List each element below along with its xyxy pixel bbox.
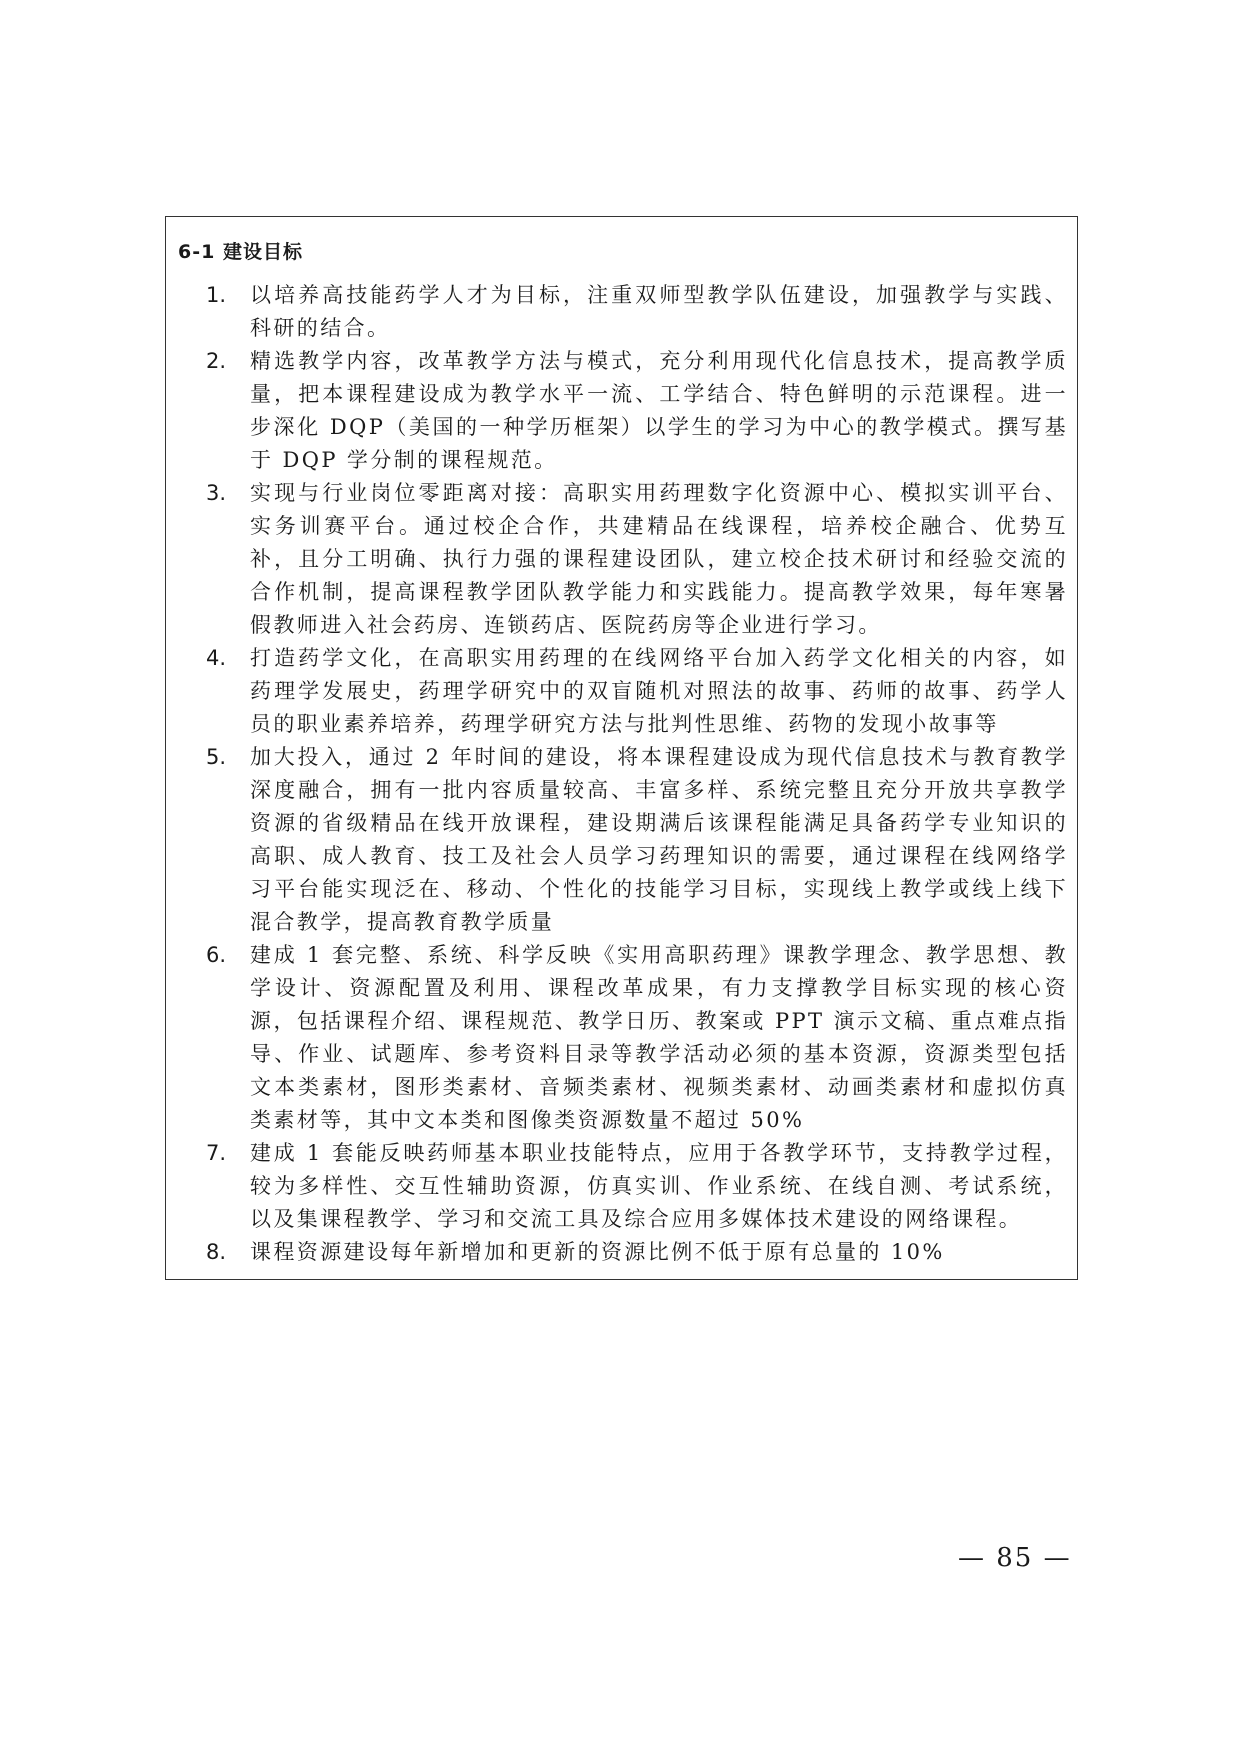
item-number: 7. <box>206 1141 227 1165</box>
item-text: 建成 1 套能反映药师基本职业技能特点，应用于各教学环节，支持教学过程，较为多样性、交互性辅助资源，仿真实训、作业系统、在线自测、考试系统，以及集课程教学、学习和交流工具及综合应用多媒体技术建设的网络课程。 <box>250 1141 1068 1231</box>
list-item <box>206 1137 1068 1236</box>
item-number: 5. <box>206 745 227 769</box>
list-item <box>206 279 1068 345</box>
item-text: 打造药学文化，在高职实用药理的在线网络平台加入药学文化相关的内容，如药理学发展史，药理学研究中的双盲随机对照法的故事、药师的故事、药学人员的职业素养培养，药理学研究方法与批判性思维、药物的发现小故事等 <box>250 646 1068 736</box>
item-text: 精选教学内容，改革教学方法与模式，充分利用现代化信息技术，提高教学质量，把本课程建设成为教学水平一流、工学结合、特色鲜明的示范课程。进一步深化 DQP（美国的一种学历框架）以学生的学习为中心的教学模式。撰写基于 DQP 学分制的课程规范。 <box>250 349 1068 472</box>
item-text: 以培养高技能药学人才为目标，注重双师型教学队伍建设，加强教学与实践、科研的结合。 <box>250 283 1068 340</box>
list-item <box>206 1236 1068 1269</box>
item-number: 4. <box>206 646 227 670</box>
item-number: 3. <box>206 481 227 505</box>
item-number: 6. <box>206 943 227 967</box>
goal-list <box>206 279 1068 1269</box>
list-item <box>206 642 1068 741</box>
item-number: 2. <box>206 349 227 373</box>
item-text: 加大投入，通过 2 年时间的建设，将本课程建设成为现代信息技术与教育教学深度融合，拥有一批内容质量较高、丰富多样、系统完整且充分开放共享教学资源的省级精品在线开放课程，建设期满后该课程能满足具备药学专业知识的高职、成人教育、技工及社会人员学习药理知识的需要，通过课程在线网络学习平台能实现泛在、移动、个性化的技能学习目标，实现线上教学或线上线下混合教学，提高教育教学质量 <box>250 745 1068 934</box>
page-number: — 85 — <box>958 1543 1072 1573</box>
list-item <box>206 939 1068 1137</box>
item-number: 8. <box>206 1240 227 1264</box>
item-text: 建成 1 套完整、系统、科学反映《实用高职药理》课教学理念、教学思想、教学设计、资源配置及利用、课程改革成果，有力支撑教学目标实现的核心资源，包括课程介绍、课程规范、教学日历、教案或 PPT 演示文稿、重点难点指导、作业、试题库、参考资料目录等教学活动必须的基本资源，资源类型包括文本类素材，图形类素材、音频类素材、视频类素材、动画类素材和虚拟仿真类素材等，其中文本类和图像类资源数量不超过 50% <box>250 943 1068 1132</box>
content-box <box>165 216 1078 1280</box>
list-item <box>206 477 1068 642</box>
list-item <box>206 741 1068 939</box>
section-heading: 6-1 建设目标 <box>178 241 303 263</box>
item-text: 实现与行业岗位零距离对接：高职实用药理数字化资源中心、模拟实训平台、实务训赛平台。通过校企合作，共建精品在线课程，培养校企融合、优势互补，且分工明确、执行力强的课程建设团队，建立校企技术研讨和经验交流的合作机制，提高课程教学团队教学能力和实践能力。提高教学效果，每年寒暑假教师进入社会药房、连锁药店、医院药房等企业进行学习。 <box>250 481 1068 637</box>
item-text: 课程资源建设每年新增加和更新的资源比例不低于原有总量的 10% <box>250 1240 945 1264</box>
item-number: 1. <box>206 283 227 307</box>
list-item <box>206 345 1068 477</box>
